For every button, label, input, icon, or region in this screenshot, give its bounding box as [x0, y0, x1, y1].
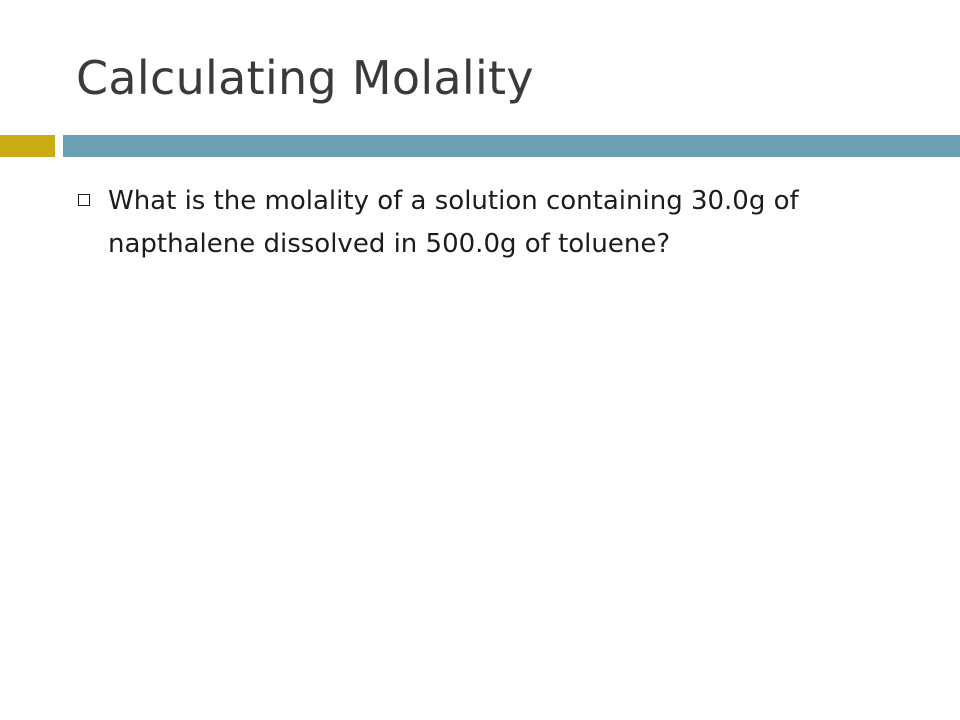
accent-bar-blue — [63, 135, 960, 157]
square-bullet-icon — [78, 194, 90, 206]
accent-bar-gold — [0, 135, 55, 157]
slide-title: Calculating Molality — [76, 51, 534, 105]
bullet-text: What is the molality of a solution containing 30.0g of napthalene dissolved in 500.0g of toluene? — [108, 186, 799, 259]
bullet-item — [78, 180, 918, 266]
bullet-list — [78, 180, 918, 266]
